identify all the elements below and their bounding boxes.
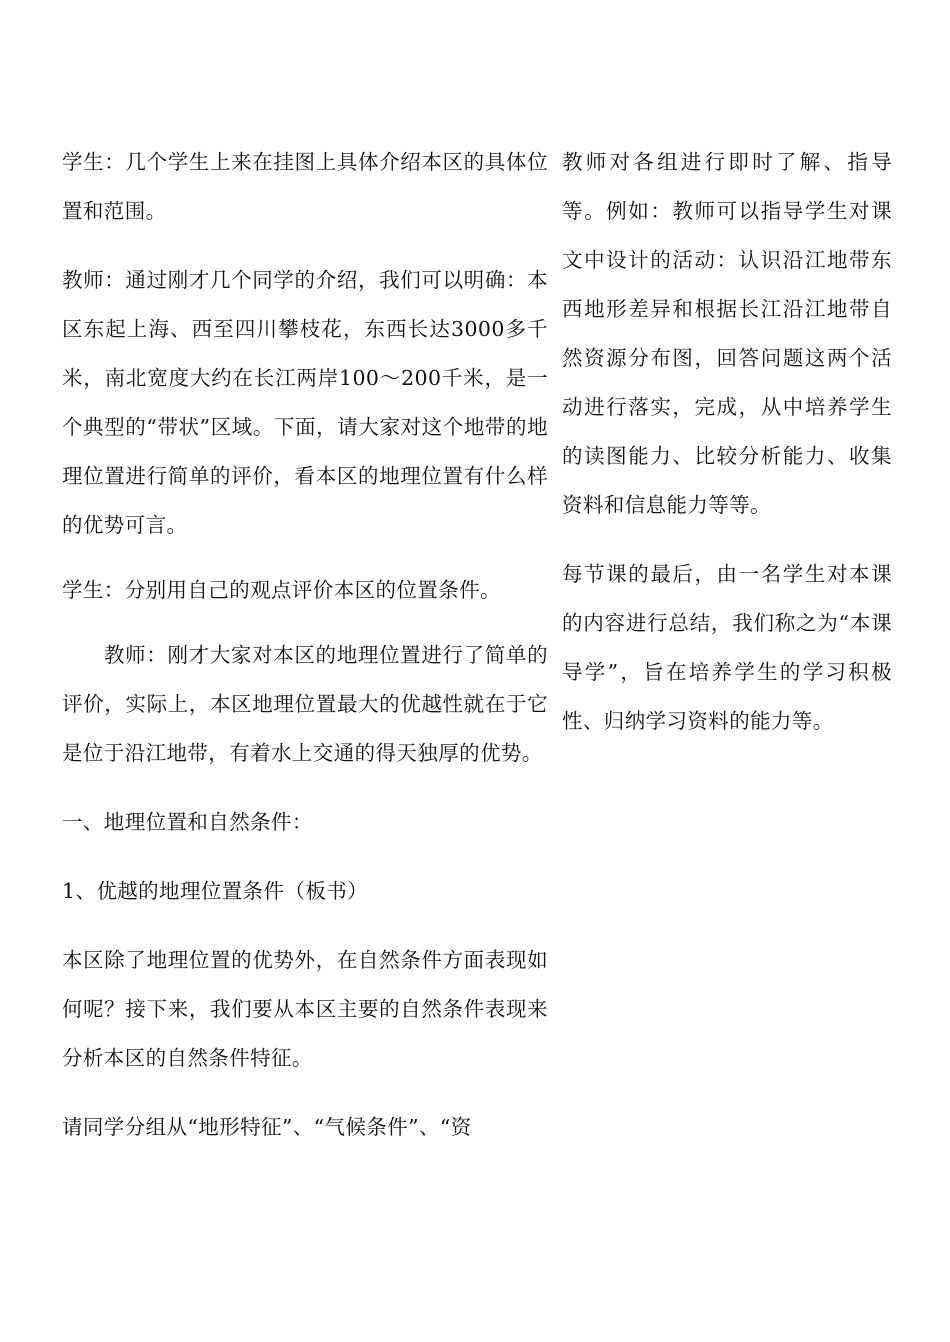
paragraph-teacher-guidance: 教师对各组进行即时了解、指导等。例如：教师可以指导学生对课文中设计的活动：认识沿江地带东西地形差异和根据长江沿江地带自然资源分布图，回答问题这两个活动进行落实，完成，从中培养学生的读图能力、比较分析能力、收集资料和信息能力等等。 <box>562 150 892 517</box>
paragraph-lesson-summary: 每节课的最后，由一名学生对本课的内容进行总结，我们称之为“本课导学”，旨在培养学生的学习积极性、归纳学习资料的能力等。 <box>562 562 892 733</box>
paragraph-group-task: 请同学分组从“地形特征”、“气候条件”、“资 <box>62 1115 472 1139</box>
paragraph-student-evaluate: 学生：分别用自己的观点评价本区的位置条件。 <box>62 578 501 602</box>
paragraph-teacher-summary: 教师：通过刚才几个同学的介绍，我们可以明确：本区东起上海、西至四川攀枝花，东西长达3000多千米，南北宽度大约在长江两岸100～200千米，是一个典型的“带状”区域。下面，请大家对这个地带的地理位置进行简单的评价，看本区的地理位置有什么样的优势可言。 <box>62 268 548 537</box>
paragraph-natural-conditions: 本区除了地理位置的优势外，在自然条件方面表现如何呢？接下来，我们要从本区主要的自然条件表现来分析本区的自然条件特征。 <box>62 948 548 1070</box>
paragraph-teacher-advantage: 教师：刚才大家对本区的地理位置进行了简单的评价，实际上，本区地理位置最大的优越性就在于它是位于沿江地带，有着水上交通的得天独厚的优势。 <box>62 643 548 765</box>
heading-subsection-one: 1、优越的地理位置条件（板书） <box>62 879 369 903</box>
right-column <box>562 138 892 746</box>
paragraph-student-intro: 学生：几个学生上来在挂图上具体介绍本区的具体位置和范围。 <box>62 150 548 223</box>
left-column <box>62 138 548 1152</box>
heading-section-one: 一、地理位置和自然条件： <box>62 810 313 834</box>
